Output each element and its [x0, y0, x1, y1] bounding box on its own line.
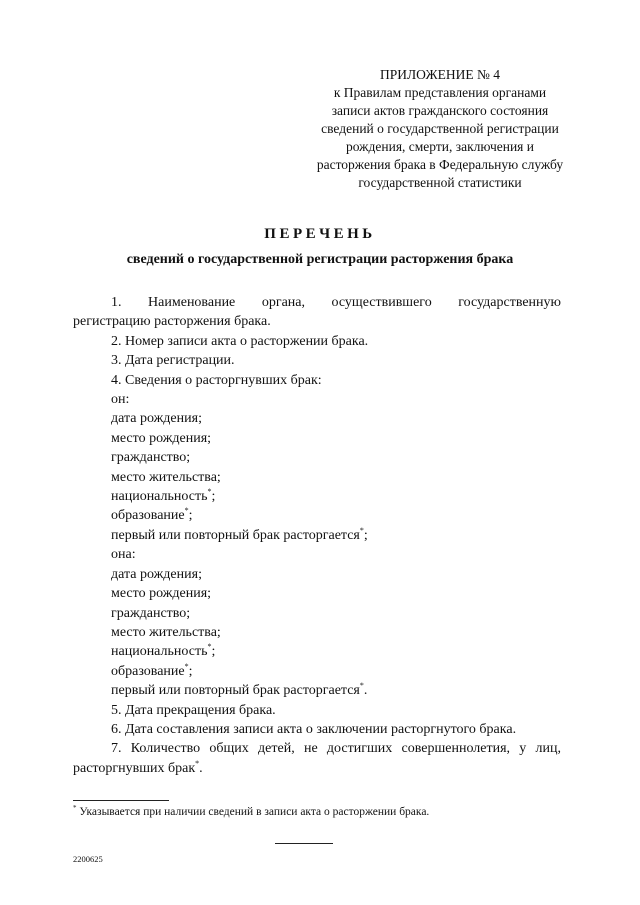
punctuation: ;: [188, 508, 193, 524]
she-first-or-repeat: первый или повторный брак расторгается: [111, 683, 360, 699]
footnote-mark: *: [184, 506, 189, 516]
punctuation: ;: [188, 663, 193, 679]
end-divider: [275, 843, 333, 844]
punctuation: ;: [363, 527, 368, 543]
he-nationality-row: [73, 487, 561, 506]
appendix-line: записи актов гражданского состояния: [331, 103, 549, 118]
list-item-7: 7. Количество общих детей, не достигших совершеннолетия, у лиц,: [111, 741, 561, 757]
footnote-mark: *: [195, 758, 200, 768]
list-item-3: 3. Дата регистрации.: [111, 353, 235, 369]
appendix-line: сведений о государственной регистрации: [321, 121, 559, 136]
footnote-mark: *: [207, 487, 212, 497]
footnote-divider: [73, 800, 169, 801]
appendix-header: [270, 66, 610, 192]
he-nationality: национальность: [111, 489, 208, 505]
appendix-number: ПРИЛОЖЕНИЕ № 4: [379, 67, 501, 82]
list-item-1-continuation: регистрацию расторжения брака.: [73, 314, 271, 330]
she-nationality: национальность: [111, 644, 208, 660]
footnote-mark: *: [184, 661, 189, 671]
list-item-7-continuation: расторгнувших брак: [73, 760, 196, 776]
list-body: [73, 293, 561, 778]
he-first-or-repeat: первый или повторный брак расторгается: [111, 527, 360, 543]
footnote-mark: *: [359, 681, 364, 691]
he-first-or-repeat-row: [73, 526, 561, 545]
she-residence: место жительства;: [111, 624, 221, 640]
she-birth-place: место рождения;: [111, 586, 212, 602]
footnote: [73, 806, 429, 818]
list-item-2: 2. Номер записи акта о расторжении брака.: [111, 333, 369, 349]
he-label: он:: [111, 392, 130, 408]
she-birth-date: дата рождения;: [111, 566, 202, 582]
list-item-1: 1. Наименование органа, осуществившего государственную: [111, 295, 561, 310]
punctuation: .: [363, 683, 368, 699]
punctuation: ;: [211, 489, 216, 505]
she-nationality-row: [73, 642, 561, 661]
he-birth-date: дата рождения;: [111, 411, 202, 427]
he-citizenship: гражданство;: [111, 450, 191, 466]
list-item-4: 4. Сведения о расторгнувших брак:: [111, 372, 322, 388]
she-label: она:: [111, 547, 136, 563]
punctuation: ;: [211, 644, 216, 660]
he-birth-place: место рождения;: [111, 430, 212, 446]
list-item-5: 5. Дата прекращения брака.: [111, 702, 276, 718]
list-item-7-continuation-row: [73, 759, 561, 778]
footnote-text: Указывается при наличии сведений в записи акта о расторжении брака.: [79, 806, 430, 818]
footnote-mark: *: [73, 804, 77, 812]
list-item-6: 6. Дата составления записи акта о заключении расторгнутого брака.: [111, 721, 517, 737]
she-education: образование: [111, 663, 185, 679]
document-subtitle: сведений о государственной регистрации расторжения брака: [126, 252, 514, 267]
document-title: ПЕРЕЧЕНЬ: [264, 226, 376, 242]
footnote-mark: *: [207, 642, 212, 652]
punctuation: .: [199, 760, 203, 776]
appendix-line: государственной статистики: [358, 175, 522, 190]
he-education-row: [73, 506, 561, 525]
she-citizenship: гражданство;: [111, 605, 191, 621]
appendix-line: рождения, смерти, заключения и: [346, 139, 534, 154]
appendix-line: расторжения брака в Федеральную службу: [316, 157, 564, 172]
she-first-or-repeat-row: [73, 681, 561, 700]
appendix-line: к Правилам представления органами: [333, 85, 547, 100]
document-code: 2200625: [73, 854, 103, 864]
he-residence: место жительства;: [111, 469, 221, 485]
he-education: образование: [111, 508, 185, 524]
she-education-row: [73, 662, 561, 681]
footnote-mark: *: [359, 525, 364, 535]
